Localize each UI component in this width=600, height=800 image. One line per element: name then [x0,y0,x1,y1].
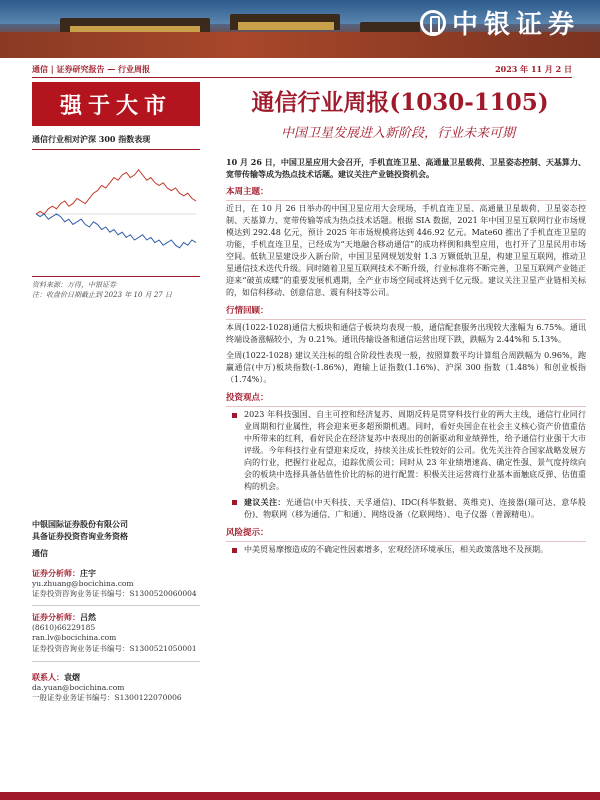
analyst-phone: (8610)66229185 [32,622,96,632]
view-bullet [226,409,586,493]
contact-role: 联系人： [32,672,64,682]
lead-paragraph: 10 月 26 日，中国卫星应用大会召开，手机直连卫星、高通量卫星载荷、卫星姿态控制、天基算力、宽带传输等成为热点技术话题。建议关注产业链投资机会。 [226,157,586,179]
report-subtitle: 中国卫星发展进入新阶段，行业未来可期 [280,126,515,141]
report-title: 通信行业周报(1030-1105) [251,89,549,116]
banner-gold-trim [238,22,334,30]
section-heading-theme: 本周主题： [226,186,586,201]
contact-email[interactable]: da.yuan@bocichina.com [32,682,125,692]
rating-badge: 强于大市 [32,82,200,126]
market-paragraph: 本周(1022-1028)通信大板块和通信子板块均表现一般，通信配套服务出现较大涨幅为 6.75%。通讯终端设备涨幅较小，为 0.21%。通讯传输设备和通信运营出现下跌，跌幅为 2.44%和 5.13%。 [226,323,586,344]
boc-logo [420,4,580,41]
report-category: 通信 | 证券研究报告 — 行业周报 [32,64,151,74]
footer-bar [0,792,600,800]
logo-text: 中银证券 [451,10,580,40]
divider [32,661,200,662]
risk-text: 中美贸易摩擦造成的不确定性因素增多，宏观经济环境承压，相关政策落地不及预期。 [244,545,548,554]
analyst-name: 庄宇 [80,568,96,578]
recommend-label: 建议关注： [244,497,286,507]
analyst-email[interactable]: yu.zhuang@bocichina.com [32,578,134,588]
recommend-bullet [226,496,586,521]
contact-heading [32,672,200,683]
analyst-email[interactable]: ran.lv@bocichina.com [32,633,117,642]
chart-source [32,276,200,300]
sector-label: 通信 [32,548,48,558]
divider [32,605,200,606]
risk-bullet [226,544,586,556]
section-heading-market: 行情回顾： [226,305,586,320]
chart-svg [32,154,200,274]
chart-source-line: 资料来源：万得，中银证券 [32,281,116,289]
report-strip [32,62,572,78]
portfolio-paragraph: 全周(1022-1028) 建议关注标的组合阶段性表现一般，按照算数平均计算组合周跌幅为 0.96%，跑赢通信(中万)板块指数(-1.86%)，跑输上证指数(1.16%)、沪深 300 指数（1.48%）和创业板指（1.74%）。 [226,351,586,384]
company-name: 中银国际证券股份有限公司 [32,519,128,529]
chart-title: 通信行业相对沪深 300 指数表现 [32,134,200,150]
analyst-cert: 证券投资咨询业务证书编号：S1300521050001 [32,643,197,653]
analyst-heading [32,568,200,579]
analyst-heading [32,612,200,623]
section-heading-view: 投资观点： [226,392,586,407]
header-banner [0,0,600,58]
boc-coin-icon [420,10,446,36]
analyst-cert: 证券投资咨询业务证书编号：S1300520060004 [32,589,197,598]
recommend-text: 光通信(中天科技、天孚通信)、IDC(科华数据、英维克)、连接器(瑞可达、意华股份)、物联网（移为通信、广和通）、网络设备（亿联网络）、电子仪器（普源精电）。 [244,498,586,519]
contact-cert: 一般证券业务证书编号：S1300122070006 [32,693,182,702]
report-date: 2023 年 11 月 2 日 [495,64,572,74]
analyst-role: 证券分析师： [32,612,80,622]
company-block [32,518,200,542]
main-content [226,156,586,559]
contact-card [32,672,200,704]
analyst-role: 证券分析师： [32,568,80,578]
theme-paragraph: 近日，在 10 月 26 日举办的中国卫星应用大会现场，手机直连卫星、高通量卫星载荷、卫星姿态控制、天基算力、宽带传输等成为热点技术话题。根据 SIA 数据，2021 年中国卫星互联网行业市场规模达到 292.48 亿元，预计 2025 年市场规模将达到 446.92 亿元。Mate60 推出了手机直连卫星的功能，手机直连卫星，已经成为“天地融合移动通信”的成功样例和典型应用，也打开了卫星民用市场空间。低轨卫星建设步入新台阶，中国卫星网规划发射 1.3 万颗低轨卫星，构建卫星互联网，推动卫星通信技术迭代升级。同时随着卫星互联网技术不断升级，行业标准将不断完善，卫星互联网产业链正迎来“破茧成蝶”的重要发展机遇期，全产业市场空间或将达到千亿元级。建议关注卫星产业链相关标的，如信科移动、创意信息、震有科技等公司。 [226,204,586,297]
chart-series-line-1 [36,214,196,248]
company-qualification: 具备证券投资咨询业务资格 [32,531,128,541]
analyst-name: 吕然 [80,612,96,622]
contact-name: 袁熠 [64,672,80,682]
chart-note-line: 注：收盘价日期截止到 2023 年 10 月 27 日 [32,291,172,299]
section-heading-risk: 风险提示： [226,527,586,542]
analyst-card [32,612,200,654]
performance-chart [32,154,200,274]
chart-series-line-0 [36,170,196,214]
analyst-card [32,568,200,600]
view-bullet-text: 2023 年科技强国、自主可控和经济复苏、周期反转是贯穿科技行业的两大主线，通信行业同行业周期和行业属性，将会迎来更多超预期机遇。同时，看好央国企在社会主义核心资产价值重估中所带来的红利，看好民企在经济复苏中表现出的创新驱动和业绩弹性，给予通信行业强于大市评级。今年科技行业有望迎来反攻，持续关注成长性较好的公司。优先关注符合国家战略发展方向的行业，把握行业起点，追踪优质公司；同时从 23 年业绩增速高、确定性强、景气度持续向会的板块中选择具备估值性价比的标的进行配置：积极关注运营商行业基本面触底反弹、估值重构的机会。 [244,410,586,491]
